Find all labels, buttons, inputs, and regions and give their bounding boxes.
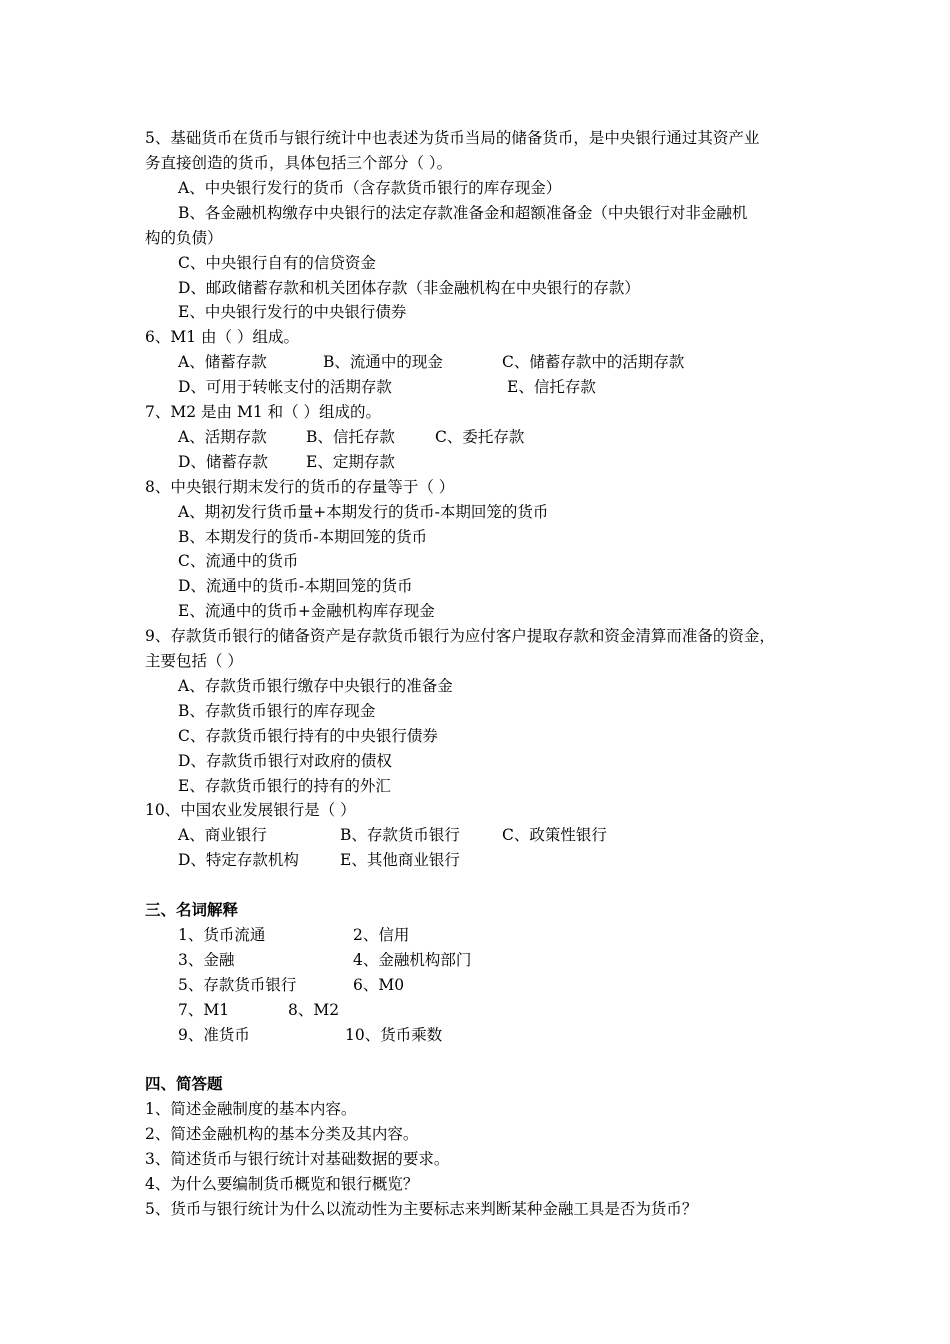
q10-option-e: E、其他商业银行 (340, 851, 460, 869)
q8-option-c: C、流通中的货币 (178, 552, 299, 570)
q10-stem: 10、中国农业发展银行是（ ） (145, 801, 356, 819)
short-answer-4: 4、为什么要编制货币概览和银行概览？ (145, 1175, 419, 1193)
q5-stem-line2: 务直接创造的货币，具体包括三个部分（ ）。 (145, 154, 453, 172)
term-2: 2、信用 (353, 926, 410, 944)
q6-option-c: C、储蓄存款中的活期存款 (502, 353, 685, 371)
q6-option-a: A、储蓄存款 (178, 353, 267, 371)
q8-option-d: D、流通中的货币-本期回笼的货币 (178, 577, 413, 595)
q6-option-b: B、流通中的现金 (323, 353, 443, 371)
q7-option-d: D、储蓄存款 (178, 453, 268, 471)
term-1: 1、货币流通 (178, 926, 266, 944)
q9-stem-line1: 9、存款货币银行的储备资产是存款货币银行为应付客户提取存款和资金清算而准备的资金， (145, 627, 775, 645)
q6-option-d: D、可用于转帐支付的活期存款 (178, 378, 392, 396)
q8-option-e: E、流通中的货币+金融机构库存现金 (178, 602, 435, 620)
short-answer-5: 5、货币与银行统计为什么以流动性为主要标志来判断某种金融工具是否为货币？ (145, 1200, 698, 1218)
q8-option-a: A、期初发行货币量+本期发行的货币-本期回笼的货币 (178, 503, 549, 521)
q9-option-c: C、存款货币银行持有的中央银行债券 (178, 727, 438, 745)
q10-option-d: D、特定存款机构 (178, 851, 299, 869)
q9-option-b: B、存款货币银行的库存现金 (178, 702, 376, 720)
term-8: 8、M2 (288, 1001, 340, 1019)
term-6: 6、M0 (353, 976, 405, 994)
short-answer-3: 3、简述货币与银行统计对基础数据的要求。 (145, 1150, 450, 1168)
q5-option-c: C、中央银行自有的信贷资金 (178, 254, 376, 272)
q5-option-d: D、邮政储蓄存款和机关团体存款（非金融机构在中央银行的存款） (178, 279, 640, 297)
q9-option-a: A、存款货币银行缴存中央银行的准备金 (178, 677, 453, 695)
q7-option-e: E、定期存款 (306, 453, 395, 471)
q5-stem-line1: 5、基础货币在货币与银行统计中也表述为货币当局的储备货币，是中央银行通过其资产业 (145, 129, 760, 147)
section4-title: 四、简答题 (145, 1074, 223, 1093)
term-10: 10、货币乘数 (345, 1026, 443, 1044)
term-7: 7、M1 (178, 1001, 230, 1019)
q5-option-a: A、中央银行发行的货币（含存款货币银行的库存现金） (178, 179, 562, 197)
short-answer-1: 1、简述金融制度的基本内容。 (145, 1100, 357, 1118)
q10-option-b: B、存款货币银行 (340, 826, 460, 844)
term-4: 4、金融机构部门 (353, 951, 472, 969)
q9-option-e: E、存款货币银行的持有的外汇 (178, 777, 391, 795)
q6-stem: 6、M1 由（ ）组成。 (145, 328, 299, 346)
q10-option-c: C、政策性银行 (502, 826, 607, 844)
q8-stem: 8、中央银行期末发行的货币的存量等于（ ） (145, 478, 455, 496)
q9-option-d: D、存款货币银行对政府的债权 (178, 752, 392, 770)
q5-option-b-line1: B、各金融机构缴存中央银行的法定存款准备金和超额准备金（中央银行对非金融机 (178, 204, 748, 222)
q7-option-a: A、活期存款 (178, 428, 267, 446)
q10-option-a: A、商业银行 (178, 826, 267, 844)
q9-stem-line2: 主要包括（ ） (145, 652, 243, 670)
q5-option-b-line2: 构的负债） (145, 229, 223, 247)
term-5: 5、存款货币银行 (178, 976, 297, 994)
term-3: 3、金融 (178, 951, 235, 969)
q6-option-e: E、信托存款 (507, 378, 596, 396)
q5-option-e: E、中央银行发行的中央银行债券 (178, 303, 407, 321)
term-9: 9、准货币 (178, 1026, 250, 1044)
q8-option-b: B、本期发行的货币-本期回笼的货币 (178, 528, 428, 546)
q7-option-b: B、信托存款 (306, 428, 395, 446)
q7-stem: 7、M2 是由 M1 和（ ）组成的。 (145, 403, 382, 421)
q7-option-c: C、委托存款 (435, 428, 525, 446)
short-answer-2: 2、简述金融机构的基本分类及其内容。 (145, 1125, 419, 1143)
section3-title: 三、名词解释 (145, 900, 239, 919)
